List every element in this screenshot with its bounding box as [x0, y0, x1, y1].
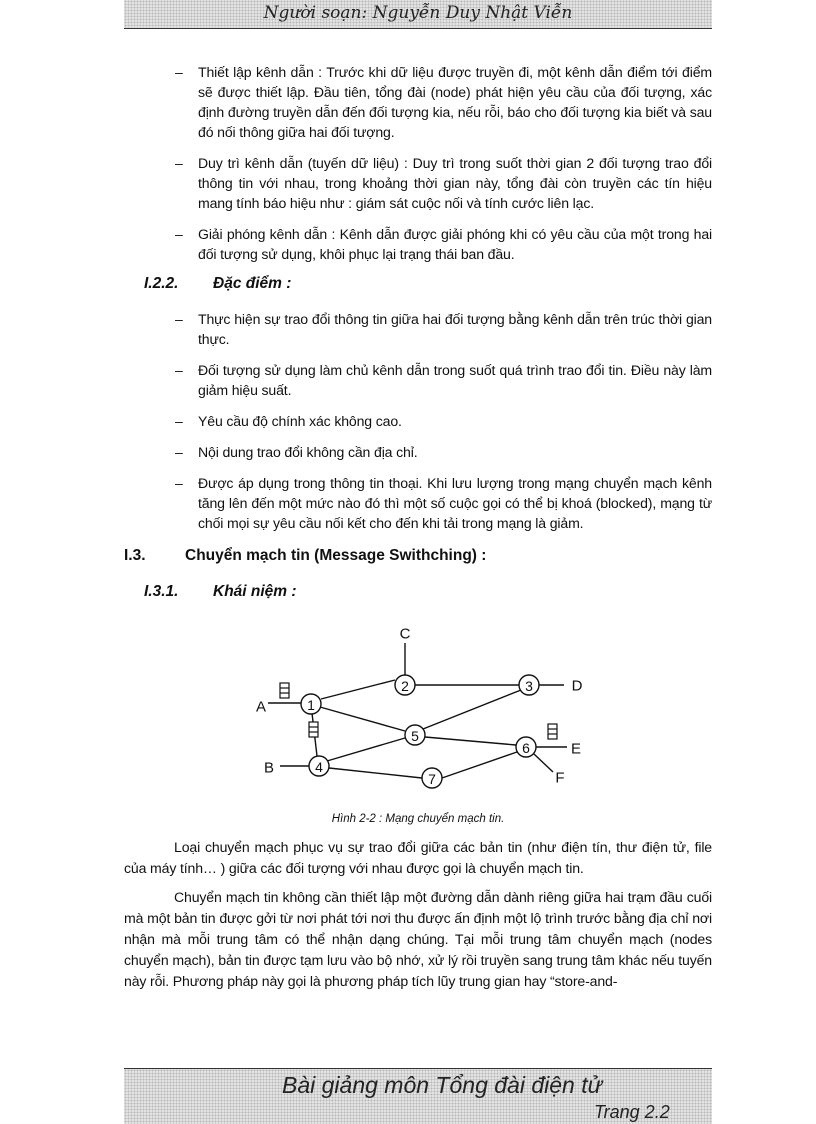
features-bullet-list	[124, 309, 712, 533]
page-content	[124, 62, 712, 1000]
list-item-text: Đối tượng sử dụng làm chủ kênh dẫn trong suốt quá trình trao đổi tin. Điều này làm giảm hiệu suất.	[198, 362, 712, 398]
heading-number: I.2.2.	[144, 275, 179, 292]
dash-marker: –	[175, 311, 183, 327]
heading-message-switching	[124, 547, 712, 567]
footer-course-title: Bài giảng môn Tổng đài điện tử	[282, 1072, 603, 1098]
node-label: 4	[315, 759, 323, 775]
node-label: 1	[307, 697, 315, 713]
link-5-3	[423, 690, 521, 729]
dash-marker: –	[175, 475, 183, 491]
link-5-6	[425, 737, 516, 745]
link-4-7	[329, 768, 422, 778]
heading-title: Khái niệm :	[213, 583, 297, 600]
heading-number: I.3.1.	[144, 583, 179, 600]
figure-caption: Hình 2-2 : Mạng chuyển mạch tin.	[331, 813, 505, 825]
terminal-label: B	[263, 759, 275, 777]
link-1-5	[320, 707, 405, 731]
list-item	[124, 360, 712, 400]
node-label: 3	[525, 678, 533, 694]
list-item	[124, 411, 712, 431]
body-paragraph: Chuyển mạch tin không cần thiết lập một đường dẫn dành riêng giữa hai trạm đầu cuối mà một bản tin được gởi từ nơi phát tới nơi thu được ấn định một lộ trình trước bằng địa chỉ nơi nhận mà mỗi trung tâm có thể nhận dạng chúng. Tại mỗi trung tâm chuyển mạch (nodes chuyển mạch), bản tin được tạm lưu vào bộ nhớ, xử lý rồi truyền sang trung tâm khác nếu tuyến này rỗi. Phương pháp này gọi là phương pháp tích lũy trung gian hay “store-and-	[124, 889, 712, 989]
message-switching-network-diagram	[124, 617, 712, 813]
network-figure	[124, 617, 712, 813]
dash-marker: –	[175, 413, 183, 429]
list-item	[124, 473, 712, 533]
dash-marker: –	[175, 64, 183, 80]
buffer-icon	[309, 722, 318, 737]
terminal-label: D	[571, 677, 583, 695]
buffer-icon	[548, 724, 557, 739]
header-author: Người soạn: Nguyễn Duy Nhật Viễn	[263, 3, 573, 23]
heading-number: I.3.	[124, 547, 146, 564]
list-item-text: Yêu cầu độ chính xác không cao.	[198, 413, 402, 429]
list-item	[124, 62, 712, 142]
dash-marker: –	[175, 362, 183, 378]
list-item-text: Duy trì kênh dẫn (tuyến dữ liệu) : Duy trì trong suốt thời gian 2 đối tượng trao đổi thông tin với nhau, trong khoảng thời gian này, tổng đài còn truyền các tín hiệu mang tính báo hiệu như : giám sát cuộc nối và tính cước liên lạc.	[198, 155, 712, 211]
intro-bullet-list	[124, 62, 712, 264]
terminal-label: E	[570, 740, 582, 758]
terminal-label: C	[399, 625, 411, 643]
link-4-5	[327, 738, 405, 761]
link-6-f	[534, 754, 553, 772]
list-item-text: Giải phóng kênh dẫn : Kênh dẫn được giải phóng khi có yêu cầu của một trong hai đối tượng sử dụng, khôi phục lại trạng thái ban đầu.	[198, 226, 712, 262]
list-item	[124, 309, 712, 349]
page-footer	[124, 1068, 712, 1124]
list-item-text: Được áp dụng trong thông tin thoại. Khi lưu lượng trong mạng chuyển mạch kênh tăng lên đến một mức nào đó thì một số cuộc gọi có thể bị khoá (blocked), mạng từ chối mọi sự yêu cầu nối kết cho đến khi tải trong mạng là giảm.	[198, 475, 712, 531]
dash-marker: –	[175, 226, 183, 242]
list-item	[124, 442, 712, 462]
node-label: 6	[522, 740, 530, 756]
link-1-2	[321, 680, 395, 699]
list-item	[124, 153, 712, 213]
body-paragraph: Loại chuyển mạch phục vụ sự trao đổi giữa các bản tin (như điện tín, thư điện tử, file của máy tính… ) giữa các đối tượng với nhau được gọi là chuyển mạch tin.	[124, 839, 712, 876]
heading-title: Đặc điểm :	[213, 275, 292, 292]
heading-dac-diem	[144, 275, 712, 295]
page-header	[124, 0, 712, 29]
list-item-text: Nội dung trao đổi không cần địa chỉ.	[198, 444, 418, 460]
terminal-label: F	[555, 769, 565, 787]
node-label: 7	[428, 771, 436, 787]
list-item	[124, 224, 712, 264]
heading-khai-niem	[144, 583, 712, 603]
dash-marker: –	[175, 444, 183, 460]
list-item-text: Thiết lập kênh dẫn : Trước khi dữ liệu được truyền đi, một kênh dẫn điểm tới điểm sẽ được thiết lập. Đầu tiên, tổng đài (node) phát hiện yêu cầu của đối tượng, xác định đường truyền dẫn đến đối tượng kia, nếu rỗi, báo cho đối tượng kia biết và sau đó nối thông giữa hai đối tượng.	[198, 64, 712, 140]
node-label: 5	[411, 728, 419, 744]
list-item-text: Thực hiện sự trao đổi thông tin giữa hai đối tượng bằng kênh dẫn trên trúc thời gian thực.	[198, 311, 712, 347]
terminal-label: A	[255, 698, 267, 716]
heading-title: Chuyển mạch tin (Message Swithching) :	[185, 547, 487, 564]
dash-marker: –	[175, 155, 183, 171]
link-7-6	[442, 752, 517, 778]
page-number: Trang 2.2	[594, 1102, 670, 1122]
buffer-icon	[280, 683, 289, 698]
node-label: 2	[401, 678, 409, 694]
